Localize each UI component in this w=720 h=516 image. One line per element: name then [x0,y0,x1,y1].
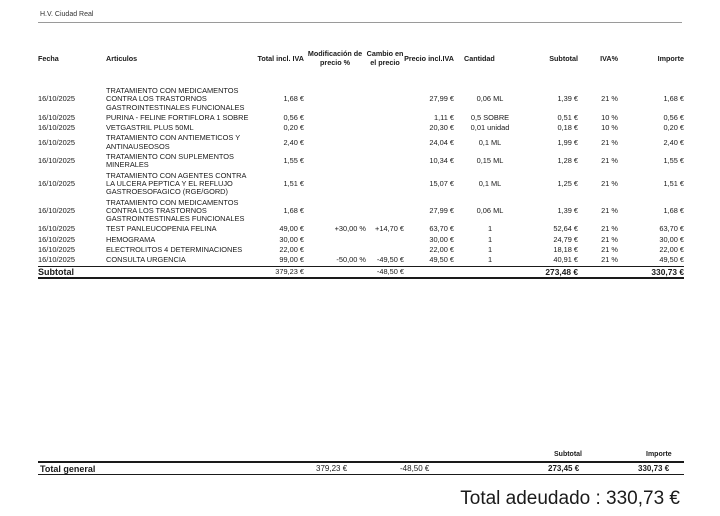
grand-total-importe: 330,73 € [638,464,670,473]
row-fecha: 16/10/2025 [38,234,75,244]
row-fecha: 16/10/2025 [38,205,75,215]
row-articulo: TRATAMIENTO CON ANTIEMETICOS Y ANTINAUSEOSOS [106,133,241,151]
row-subtotal: 52,64 € [553,224,578,234]
row-importe: 1,68 € [663,94,684,104]
row-importe: 1,68 € [663,205,684,215]
row-precio: 27,99 € [429,205,454,215]
row-subtotal: 40,91 € [553,255,578,265]
header-subtotal: Subtotal [549,53,578,63]
row-fecha: 16/10/2025 [38,112,75,122]
row-modificacion [304,86,366,113]
row-cantidad: 1 [487,224,493,234]
row-articulo: TRATAMIENTO CON SUPLEMENTOS MINERALES [106,152,234,170]
header-modificacion: Modificación de precio % [307,49,363,67]
row-precio: 24,04 € [429,137,454,147]
row-cambio [366,113,404,123]
header-importe: Importe [657,53,684,63]
row-cambio: -49,50 € [376,255,404,265]
row-articulo: VETGASTRIL PLUS 50ML [106,123,194,133]
row-iva: 10 % [601,123,618,133]
table-row [38,245,684,255]
row-modificacion [304,133,366,152]
row-iva: 21 % [601,234,618,244]
row-subtotal: 1,25 € [557,178,578,188]
grand-total-cambio: -48,50 € [400,464,430,473]
row-cambio: +14,70 € [375,224,404,234]
row-total: 0,56 € [283,112,304,122]
header-iva: IVA% [600,53,618,63]
row-importe: 0,56 € [663,112,684,122]
row-modificacion [304,171,366,198]
row-cambio [366,235,404,245]
row-importe: 2,40 € [663,137,684,147]
row-cantidad: 1 [487,255,493,265]
row-fecha: 16/10/2025 [38,178,75,188]
subtotal-label: Subtotal [38,266,106,278]
row-articulo: PURINA - FELINE FORTIFLORA 1 SOBRE [106,112,249,122]
row-iva: 21 % [601,178,618,188]
table-row [38,224,684,234]
row-articulo: TRATAMIENTO CON AGENTES CONTRA LA ULCERA PEPTICA Y EL REFLUJO GASTROESOFAGICO (RGE/GORD) [106,170,247,197]
row-importe: 1,55 € [663,156,684,166]
row-cambio [366,86,404,113]
total-due: Total adeudado : 330,73 € [460,488,680,509]
table-row [38,113,684,123]
summary-importe-label: Importe [646,451,672,458]
header-cambio: Cambio en el precio [366,49,404,67]
header-fecha: Fecha [38,53,59,63]
table-row [38,152,684,171]
row-cantidad: 1 [487,234,493,244]
row-subtotal: 1,39 € [557,205,578,215]
row-fecha: 16/10/2025 [38,156,75,166]
row-precio: 22,00 € [429,245,454,255]
row-iva: 21 % [601,255,618,265]
table-row [38,86,684,113]
grand-total-subtotal: 273,45 € [548,464,580,473]
row-total: 1,55 € [283,156,304,166]
row-cambio [366,133,404,152]
top-divider [38,22,682,23]
row-cantidad: 0,1 ML [478,137,502,147]
row-precio: 63,70 € [429,224,454,234]
row-iva: 21 % [601,156,618,166]
table-header [38,32,684,86]
row-modificacion [304,235,366,245]
row-precio: 15,07 € [429,178,454,188]
table-row [38,255,684,266]
row-iva: 21 % [601,137,618,147]
clinic-name: H.V. Ciudad Real [40,11,94,18]
row-total: 1,51 € [283,178,304,188]
row-fecha: 16/10/2025 [38,224,75,234]
row-total: 2,40 € [283,137,304,147]
row-fecha: 16/10/2025 [38,137,75,147]
table-row [38,235,684,245]
grand-total-total: 379,23 € [316,464,348,473]
subtotal-subtotal: 273,48 € [526,266,578,278]
row-importe: 63,70 € [659,224,684,234]
row-fecha: 16/10/2025 [38,123,75,133]
invoice-rows [38,86,684,266]
summary-subtotal-label: Subtotal [554,451,582,458]
header-articulos: Articulos [106,53,138,63]
table-row [38,171,684,198]
subtotal-row [38,266,684,278]
row-total: 1,68 € [283,94,304,104]
row-precio: 30,00 € [429,234,454,244]
row-cambio [366,198,404,225]
row-cambio [366,245,404,255]
row-importe: 30,00 € [659,234,684,244]
row-precio: 20,30 € [429,123,454,133]
row-subtotal: 1,99 € [557,137,578,147]
subtotal-cambio: -48,50 € [366,266,404,278]
row-total: 99,00 € [279,255,304,265]
row-cantidad: 0,5 SOBRE [470,112,510,122]
row-fecha: 16/10/2025 [38,255,75,265]
row-precio: 27,99 € [429,94,454,104]
invoice-table [38,32,684,279]
subtotal-importe: 330,73 € [618,266,684,278]
row-cantidad: 1 [487,245,493,255]
row-articulo: ELECTROLITOS 4 DETERMINACIONES [106,245,243,255]
table-row [38,198,684,225]
row-importe: 1,51 € [663,178,684,188]
row-total: 22,00 € [279,245,304,255]
row-importe: 0,20 € [663,123,684,133]
grand-total-row [38,461,684,475]
row-articulo: TEST PANLEUCOPENIA FELINA [106,224,217,234]
row-importe: 22,00 € [659,245,684,255]
row-articulo: CONSULTA URGENCIA [106,255,186,265]
table-row [38,133,684,152]
row-subtotal: 0,18 € [557,123,578,133]
row-modificacion [304,245,366,255]
row-modificacion [304,123,366,133]
row-cambio [366,152,404,171]
row-subtotal: 18,18 € [553,245,578,255]
row-precio: 10,34 € [429,156,454,166]
header-total-incl-iva: Total incl. IVA [257,53,304,63]
table-row [38,123,684,133]
row-cambio [366,123,404,133]
row-subtotal: 1,39 € [557,94,578,104]
row-cantidad: 0,06 ML [476,205,504,215]
row-total: 49,00 € [279,224,304,234]
row-total: 1,68 € [283,205,304,215]
row-modificacion [304,198,366,225]
row-cantidad: 0,01 unidad [470,123,510,133]
row-subtotal: 0,51 € [557,112,578,122]
row-articulo: HEMOGRAMA [106,234,156,244]
row-total: 0,20 € [283,123,304,133]
row-subtotal: 24,79 € [553,234,578,244]
header-precio: Precio incl.IVA [404,53,454,63]
row-fecha: 16/10/2025 [38,94,75,104]
row-modificacion [304,152,366,171]
row-cantidad: 0,15 ML [476,156,504,166]
row-fecha: 16/10/2025 [38,245,75,255]
grand-total-label: Total general [40,464,96,474]
row-subtotal: 1,28 € [557,156,578,166]
row-cambio [366,171,404,198]
row-modificacion: +30,00 % [334,224,366,234]
row-cantidad: 0,1 ML [478,178,502,188]
row-iva: 10 % [601,112,618,122]
row-importe: 49,50 € [659,255,684,265]
row-precio: 1,11 € [434,112,454,122]
row-modificacion: -50,00 % [336,255,366,265]
header-cantidad: Cantidad [464,53,495,63]
row-articulo: TRATAMIENTO CON MEDICAMENTOS CONTRA LOS TRASTORNOS GASTROINTESTINALES FUNCIONALES [106,197,245,224]
row-iva: 21 % [601,224,618,234]
subtotal-total: 379,23 € [256,266,304,278]
row-modificacion [304,113,366,123]
row-iva: 21 % [601,245,618,255]
row-precio: 49,50 € [429,255,454,265]
row-iva: 21 % [601,94,618,104]
row-iva: 21 % [601,205,618,215]
row-articulo: TRATAMIENTO CON MEDICAMENTOS CONTRA LOS TRASTORNOS GASTROINTESTINALES FUNCIONALES [106,86,245,112]
row-cantidad: 0,06 ML [476,94,504,104]
row-total: 30,00 € [279,234,304,244]
